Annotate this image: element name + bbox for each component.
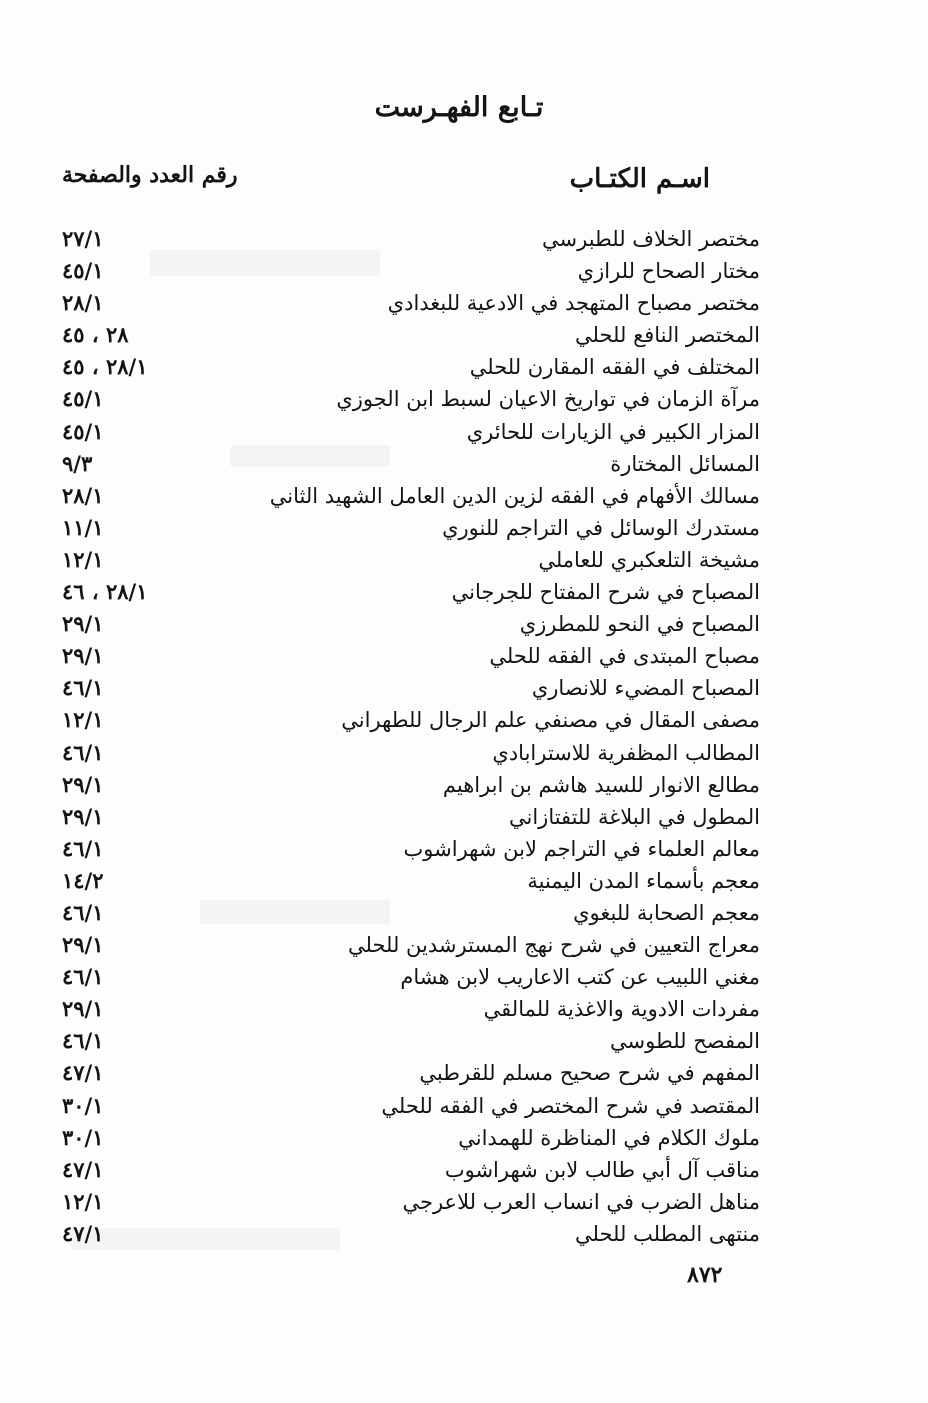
entry-reference: ٣٠/١ [62, 1092, 104, 1118]
entry-reference: ١١/١ [62, 514, 104, 540]
index-entry [0, 994, 928, 1026]
entry-reference: ١٢/١ [62, 1188, 104, 1214]
index-entry [0, 802, 928, 834]
entry-reference: ٤٦/١ [62, 1028, 104, 1054]
entry-book-name: مرآة الزمان في تواريخ الاعيان لسبط ابن الجوزي [336, 387, 760, 412]
index-entry [0, 1155, 928, 1187]
index-entry [0, 1026, 928, 1058]
entry-book-name: المختصر النافع للحلي [575, 323, 760, 348]
index-entry [0, 1187, 928, 1219]
entry-reference: ٢٩/١ [62, 771, 104, 797]
entry-book-name: مطالع الانوار للسيد هاشم بن ابراهيم [442, 772, 760, 797]
index-entry [0, 1123, 928, 1155]
column-header-book-name: اسـم الكتـاب [569, 164, 710, 194]
index-entry [0, 417, 928, 449]
index-entry [0, 577, 928, 609]
entry-book-name: منتهى المطلب للحلي [575, 1221, 760, 1246]
page-number: ٨٧٢ [687, 1262, 723, 1288]
entry-reference: ٢٩/١ [62, 803, 104, 829]
entry-book-name: مصباح المبتدى في الفقه للحلي [489, 644, 760, 669]
index-entry [0, 673, 928, 705]
entry-book-name: المطالب المظفرية للاسترابادي [492, 740, 760, 765]
entry-reference: ٢٨ ، ٤٥ [62, 322, 129, 348]
entry-reference: ٣٠/١ [62, 1124, 104, 1150]
index-entry [0, 545, 928, 577]
entry-book-name: ملوك الكلام في المناظرة للهمداني [458, 1125, 760, 1150]
entry-book-name: المطول في البلاغة للتفتازاني [509, 804, 760, 829]
index-entry [0, 1219, 928, 1251]
entry-reference: ٢٨/١ [62, 290, 104, 316]
index-entry [0, 224, 928, 256]
entry-book-name: مفردات الادوية والاغذية للمالقي [483, 997, 760, 1022]
entry-book-name: المزار الكبير في الزيارات للحائري [466, 419, 760, 444]
entry-reference: ٢٩/١ [62, 611, 104, 637]
index-entry [0, 609, 928, 641]
entry-reference: ٤٦/١ [62, 739, 104, 765]
entry-book-name: المصباح في النحو للمطرزي [519, 612, 760, 637]
entry-reference: ٢٩/١ [62, 932, 104, 958]
entry-book-name: مستدرك الوسائل في التراجم للنوري [442, 515, 760, 540]
index-entry [0, 481, 928, 513]
entry-reference: ٤٦/١ [62, 964, 104, 990]
index-entry [0, 256, 928, 288]
entry-book-name: مسالك الأفهام في الفقه لزين الدين العامل الشهيد الثاني [269, 483, 760, 508]
entry-book-name: المصباح المضيء للانصاري [531, 676, 760, 701]
entry-reference: ٢٨/١ ، ٤٥ [62, 354, 148, 380]
entry-book-name: مصفى المقال في مصنفي علم الرجال للطهراني [341, 708, 760, 733]
index-entry [0, 449, 928, 481]
entry-book-name: المقتصد في شرح المختصر في الفقه للحلي [381, 1093, 760, 1118]
entry-book-name: المصباح في شرح المفتاح للجرجاني [451, 580, 760, 605]
page-title [0, 92, 928, 123]
entry-book-name: مناقب آل أبي طالب لابن شهراشوب [444, 1157, 760, 1182]
entry-reference: ٢٨/١ ، ٤٦ [62, 579, 148, 605]
entry-book-name: معجم الصحابة للبغوي [573, 900, 760, 925]
index-entry [0, 770, 928, 802]
index-entry [0, 641, 928, 673]
entry-reference: ٢٧/١ [62, 226, 104, 251]
index-entry [0, 320, 928, 352]
entry-book-name: مشيخة التلعكبري للعاملي [538, 547, 760, 572]
entry-reference: ٤٥/١ [62, 418, 104, 444]
entry-reference: ٢٩/١ [62, 996, 104, 1022]
index-entry [0, 898, 928, 930]
index-list [0, 224, 928, 1251]
index-entry [0, 288, 928, 320]
entry-book-name: معراج التعيين في شرح نهج المسترشدين للحلي [348, 933, 760, 958]
index-entry [0, 1058, 928, 1090]
index-entry [0, 962, 928, 994]
entry-reference: ٤٦/١ [62, 899, 104, 925]
index-entry [0, 705, 928, 737]
entry-book-name: معجم بأسماء المدن اليمنية [527, 868, 760, 893]
index-entry [0, 866, 928, 898]
entry-book-name: المختلف في الفقه المقارن للحلي [469, 355, 760, 380]
index-entry [0, 834, 928, 866]
entry-book-name: مختصر مصباح المتهجد في الادعية للبغدادي [387, 291, 760, 316]
entry-reference: ٤٧/١ [62, 1220, 104, 1246]
page-title-text: تـابع الفهـرست [374, 92, 544, 123]
index-entry [0, 384, 928, 416]
index-entry [0, 930, 928, 962]
entry-book-name: مغني اللبيب عن كتب الاعاريب لابن هشام [400, 965, 760, 990]
entry-reference: ٤٧/١ [62, 1156, 104, 1182]
entry-reference: ٩/٣ [62, 450, 93, 476]
entry-reference: ٤٦/١ [62, 835, 104, 861]
entry-book-name: مختار الصحاح للرازي [577, 259, 760, 284]
index-entry [0, 513, 928, 545]
entry-book-name: المفهم في شرح صحيح مسلم للقرطبي [419, 1061, 760, 1086]
index-entry [0, 1091, 928, 1123]
entry-book-name: المفصح للطوسي [610, 1029, 760, 1054]
entry-reference: ٤٧/١ [62, 1060, 104, 1086]
index-entry [0, 738, 928, 770]
entry-book-name: مناهل الضرب في انساب العرب للاعرجي [402, 1189, 760, 1214]
entry-book-name: معالم العلماء في التراجم لابن شهراشوب [403, 836, 760, 861]
entry-reference: ٢٩/١ [62, 643, 104, 669]
entry-reference: ٢٨/١ [62, 482, 104, 508]
entry-reference: ٤٥/١ [62, 258, 104, 284]
entry-reference: ١٤/٢ [62, 867, 104, 893]
entry-book-name: مختصر الخلاف للطبرسي [542, 227, 760, 251]
entry-reference: ١٢/١ [62, 707, 104, 733]
entry-reference: ٤٦/١ [62, 675, 104, 701]
entry-reference: ٤٥/١ [62, 386, 104, 412]
entry-book-name: المسائل المختارة [610, 451, 760, 476]
entry-reference: ١٢/١ [62, 546, 104, 572]
index-entry [0, 352, 928, 384]
column-header-reference: رقم العدد والصفحة [62, 162, 238, 188]
